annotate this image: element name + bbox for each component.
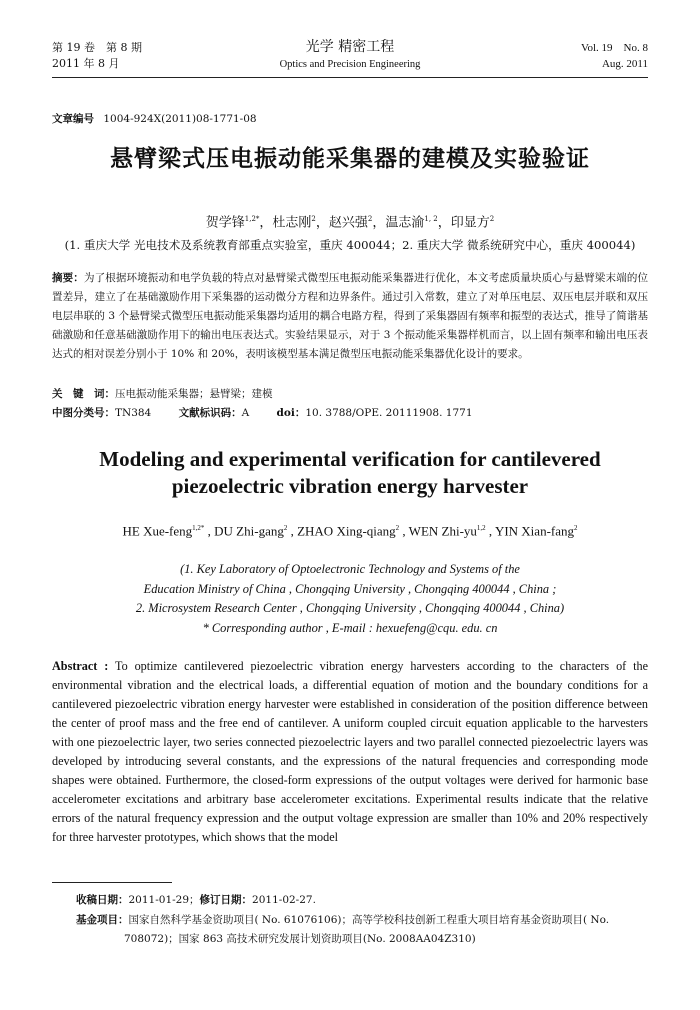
header-right — [581, 40, 648, 72]
abstract-en — [52, 657, 648, 847]
author-cn-2: ，杜志刚 — [259, 215, 312, 231]
revised-value: 2011-02-27. — [252, 894, 316, 906]
title-en-line-2: piezoelectric vibration energy harvester — [171, 474, 529, 498]
classification-label: 中图分类号： — [52, 407, 115, 419]
author-cn-1-sup: 1,2* — [244, 215, 260, 223]
author-cn-4: ，温志渝 — [372, 215, 425, 231]
fund-label: 基金项目： — [76, 914, 129, 926]
author-en-2: , DU Zhi-gang — [204, 523, 284, 539]
authors-en — [0, 518, 700, 541]
affiliation-en-line-1: (1. Key Laboratory of Optoelectronic Technology and Systems of the — [180, 562, 520, 576]
affiliation-cn: (1. 重庆大学 光电技术及系统教育部重点实验室，重庆 400044；2. 重庆大学 微系统研究中心，重庆 400044) — [64, 238, 636, 252]
classification-line — [52, 404, 648, 423]
footnote-dates — [76, 891, 648, 910]
fund-line-1 — [76, 911, 648, 930]
affiliation-en-line-4: * Corresponding author , E-mail : hexuefeng@cqu. edu. cn — [202, 620, 498, 635]
author-en-4: , WEN Zhi-yu — [399, 523, 477, 539]
title-en-line-1: Modeling and experimental verification for cantilevered — [99, 447, 601, 471]
author-cn-3: ，赵兴强 — [315, 215, 368, 231]
classification-value: TN384 — [115, 407, 152, 419]
affiliation-en — [0, 560, 700, 638]
doc-code-value: A — [241, 407, 250, 419]
doc-code-label: 文献标识码： — [178, 407, 242, 419]
footnote-rule — [52, 882, 172, 883]
article-number-value: 1004-924X(2011)08-1771-08 — [103, 113, 257, 125]
header-rule — [52, 77, 648, 78]
author-en-5: , YIN Xian-fang — [485, 523, 574, 539]
abstract-cn-text: 为了根据环境振动和电学负载的特点对悬臂梁式微型压电振动能采集器进行优化，本文考虑质量块质心与悬臂梁末端的位置差异，建立了在基础激励作用下采集器的运动微分方程和边界条件。通过引入常数，建立了对单压电层、双压电层并联和双压电层串联的 3 个悬臂梁式微型压电振动能采集器均适用的耦合电路方程，得到了采集器固有频率和振型的表达式，推导了简谐基础激励和任意基础激励作用下的输出电压表达式。实验结果显示，对于 3 个振动能采集器样机而言，以上固有频率和输出电压表达式的相对误差分别小于 10% 和 20%，表明该模型基本满足微型压电振动能采集器优化设计的要求。 — [52, 272, 648, 360]
abstract-cn-label: 摘要： — [52, 272, 84, 284]
author-en-3-sup: 2 — [395, 524, 400, 532]
revised-label: 修订日期： — [199, 894, 253, 906]
journal-name-cn: 光学 精密工程 — [305, 39, 395, 55]
author-en-1-sup: 1,2* — [192, 524, 205, 532]
keywords-cn-label: 关 键 词： — [52, 388, 115, 400]
author-cn-5: ，印显方 — [437, 215, 490, 231]
author-cn-5-sup: 2 — [489, 215, 495, 223]
fund-line-2: 708072)；国家 863 高技术研究发展计划资助项目(No. 2008AA04Z310) — [124, 933, 476, 945]
volume-issue-en: Vol. 19 No. 8 — [580, 42, 648, 54]
received-value: 2011-01-29； — [128, 894, 200, 906]
authors-cn — [0, 209, 700, 233]
keywords-cn — [52, 385, 648, 404]
doi-label: doi： — [276, 407, 306, 419]
title-cn: 悬臂梁式压电振动能采集器的建模及实验验证 — [110, 146, 590, 172]
keywords-cn-text: 压电振动能采集器；悬臂梁；建模 — [115, 388, 273, 400]
author-en-4-sup: 1,2 — [476, 524, 486, 532]
author-cn-2-sup: 2 — [311, 215, 316, 223]
title-en — [0, 446, 700, 500]
author-cn-4-sup: 1, 2 — [424, 215, 438, 223]
affiliation-en-line-2: Education Ministry of China , Chongqing University , Chongqing 400044 , China ; — [143, 581, 557, 596]
doi-value: 10. 3788/OPE. 20111908. 1771 — [305, 407, 473, 419]
abstract-en-label: Abstract : — [52, 659, 109, 673]
date-cn: 2011 年 8 月 — [52, 57, 120, 70]
author-en-1: HE Xue-feng — [122, 523, 193, 539]
article-number — [52, 111, 257, 126]
article-number-label: 文章编号 — [52, 113, 94, 125]
affiliation-en-line-3: 2. Microsystem Research Center , Chongqing University , Chongqing 400044 , China) — [135, 601, 565, 615]
received-label: 收稿日期： — [76, 894, 129, 906]
author-en-5-sup: 2 — [574, 524, 578, 532]
author-en-2-sup: 2 — [283, 524, 288, 532]
author-cn-3-sup: 2 — [367, 215, 373, 223]
volume-issue-cn: 第 19 卷 第 8 期 — [52, 41, 142, 54]
fund-line-1-text: 国家自然科学基金资助项目( No. 61076106)；高等学校科技创新工程重大项目培育基金资助项目( No. — [128, 914, 610, 926]
footnote-fund — [76, 911, 648, 949]
author-en-3: , ZHAO Xing-qiang — [287, 523, 396, 539]
abstract-cn — [52, 269, 648, 364]
journal-name-en: Optics and Precision Engineering — [279, 59, 421, 70]
abstract-en-text: To optimize cantilevered piezoelectric vibration energy harvesters according to the characters of the environmental vibration and the electrical loads, a differential equation of motion and the boundary conditions for a cantilevered piezoelectric vibration energy harvester were established in consideration of the position difference between the center of proof mass and the free end of cantilever. A uniform coupled circuit equation applicable to the harvesters with one piezoelectric layer, two series connected piezoelectric layers and two parallel connected piezoelectric layers was developed by introducing several constants, and the expressions of the natural frequencies and corresponding mode shapes were obtained. Furthermore, the closed-form expressions of the output voltages were derived for harmonic base accelerometer excitations and arbitrary base accelerometer excitations. Experimental results indicate that the relative errors of the natural frequency expression and the output voltage expression are smaller than 10% and 20% respectively for three harvester prototypes, which shows that the model — [52, 659, 648, 844]
date-en: Aug. 2011 — [601, 58, 648, 70]
author-cn-1: 贺学锋 — [205, 215, 245, 231]
